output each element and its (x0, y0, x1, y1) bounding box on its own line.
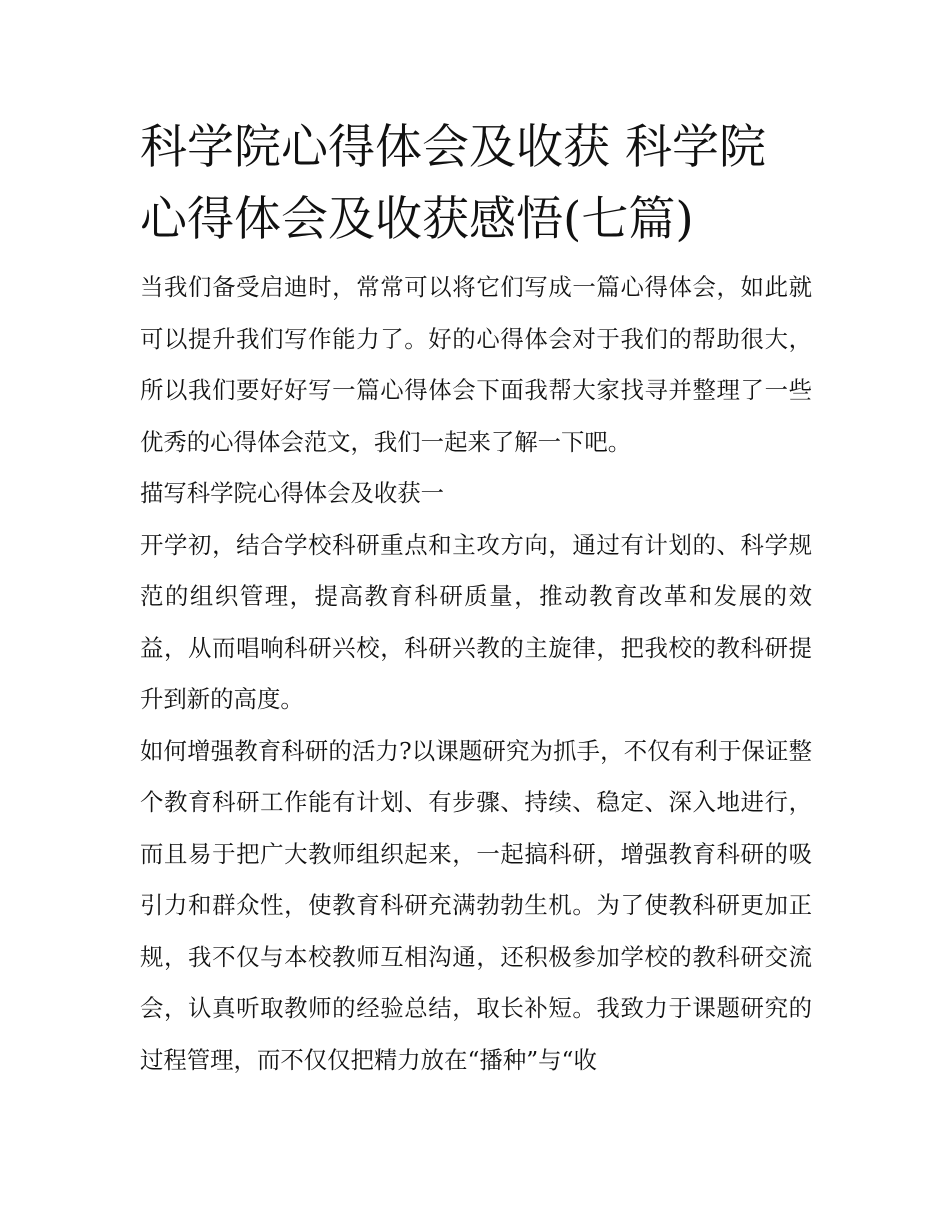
body-paragraph-1: 开学初，结合学校科研重点和主攻方向，通过有计划的、科学规范的组织管理，提高教育科研质量，推动教育改革和发展的效益，从而唱响科研兴校，科研兴教的主旋律，把我校的教科研提升到新的高度。 (140, 530, 812, 713)
document-page (140, 112, 812, 1086)
body-paragraph-2: 如何增强教育科研的活力?以课题研究为抓手，不仅有利于保证整个教育科研工作能有计划、有步骤、持续、稳定、深入地进行，而且易于把广大教师组织起来，一起搞科研，增强教育科研的吸引力和群众性，使教育科研充满勃勃生机。为了使教科研更加正规，我不仅与本校教师互相沟通，还积极参加学校的教科研交流会，认真听取教师的经验总结，取长补短。我致力于课题研究的过程管理，而不仅仅把精力放在“播种”与“收 (140, 736, 812, 1074)
document-title: 科学院心得体会及收获 科学院心得体会及收获感悟(七篇) (140, 120, 766, 247)
section-heading: 描写科学院心得体会及收获一 (140, 479, 445, 507)
intro-paragraph: 当我们备受启迪时，常常可以将它们写成一篇心得体会，如此就可以提升我们写作能力了。好的心得体会对于我们的帮助很大，所以我们要好好写一篇心得体会下面我帮大家找寻并整理了一些优秀的心得体会范文，我们一起来了解一下吧。 (140, 273, 812, 456)
